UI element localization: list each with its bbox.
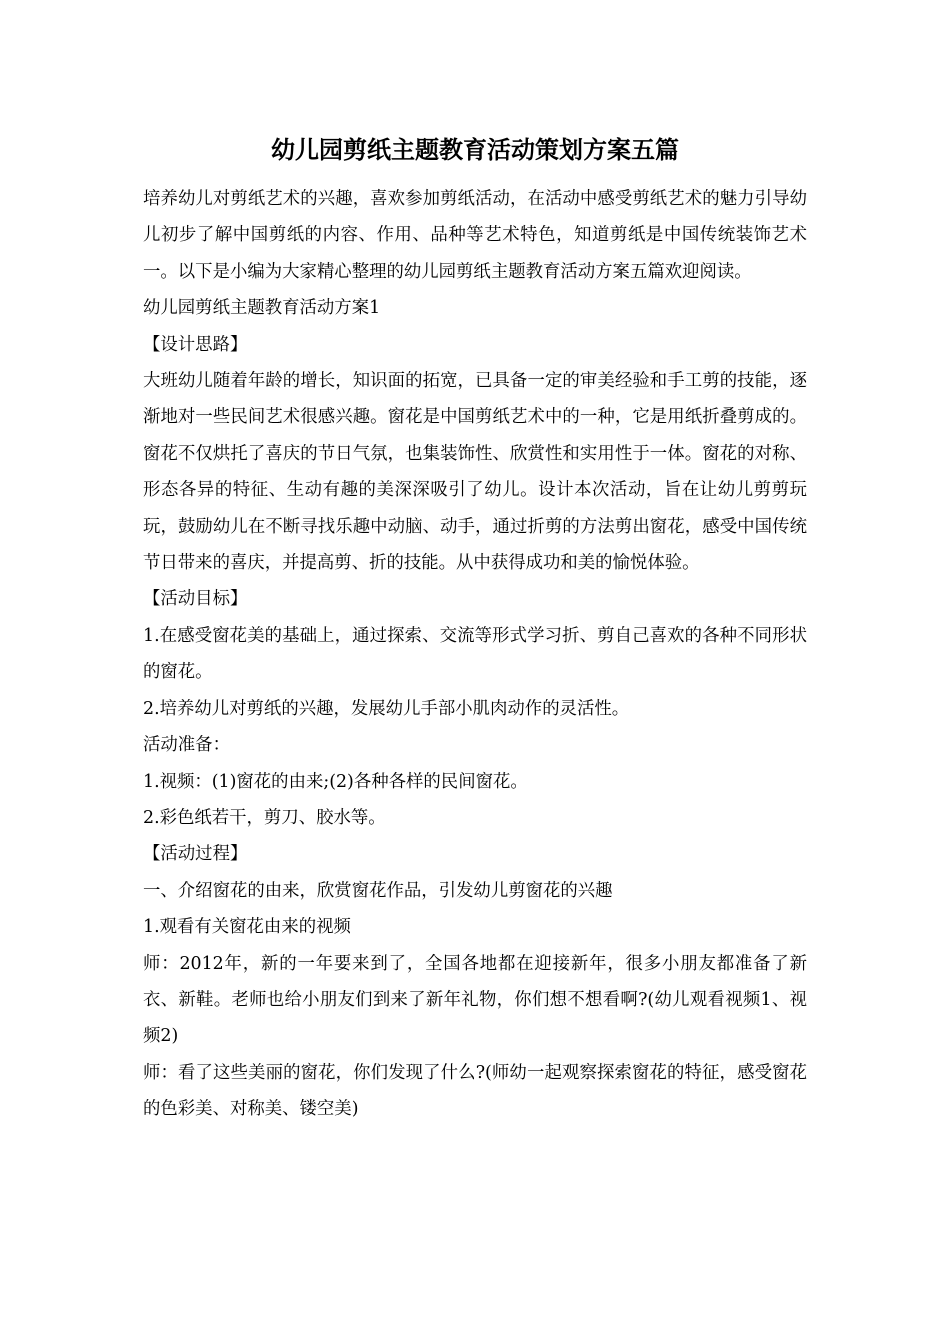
document-title: 幼儿园剪纸主题教育活动策划方案五篇 xyxy=(271,135,679,164)
preparation-item-2: 2.彩色纸若干，剪刀、胶水等。 xyxy=(143,807,386,828)
preparation-item-1: 1.视频：(1)窗花的由来;(2)各种各样的民间窗花。 xyxy=(143,771,528,792)
goal-item-1: 1.在感受窗花美的基础上，通过探索、交流等形式学习折、剪自己喜欢的各种不同形状的窗花。 xyxy=(143,625,807,683)
section-heading-design-idea: 【设计思路】 xyxy=(143,334,248,355)
section-heading-plan-1: 幼儿园剪纸主题教育活动方案1 xyxy=(143,298,381,319)
section-heading-process: 【活动过程】 xyxy=(143,844,248,865)
document-body xyxy=(143,181,807,1128)
goal-item-2: 2.培养幼儿对剪纸的兴趣，发展幼儿手部小肌肉动作的灵活性。 xyxy=(143,698,630,719)
section-heading-goals: 【活动目标】 xyxy=(143,589,248,610)
design-idea-paragraph: 大班幼儿随着年龄的增长，知识面的拓宽，已具备一定的审美经验和手工剪的技能，逐渐地对一些民间艺术很感兴趣。窗花是中国剪纸艺术中的一种，它是用纸折叠剪成的。窗花不仅烘托了喜庆的节日气氛，也集装饰性、欣赏性和实用性于一体。窗花的对称、形态各异的特征、生动有趣的美深深吸引了幼儿。设计本次活动，旨在让幼儿剪剪玩玩，鼓励幼儿在不断寻找乐趣中动脑、动手，通过折剪的方法剪出窗花，感受中国传统节日带来的喜庆，并提高剪、折的技能。从中获得成功和美的愉悦体验。 xyxy=(143,371,807,574)
teacher-dialogue-2: 师：看了这些美丽的窗花，你们发现了什么?(师幼一起观察探索窗花的特征，感受窗花的色彩美、对称美、镂空美) xyxy=(143,1062,807,1120)
intro-paragraph: 培养幼儿对剪纸艺术的兴趣，喜欢参加剪纸活动，在活动中感受剪纸艺术的魅力引导幼儿初步了解中国剪纸的内容、作用、品种等艺术特色，知道剪纸是中国传统装饰艺术一。以下是小编为大家精心整理的幼儿园剪纸主题教育活动方案五篇欢迎阅读。 xyxy=(143,189,807,282)
teacher-dialogue-1: 师：2012年，新的一年要来到了，全国各地都在迎接新年，很多小朋友都准备了新衣、新鞋。老师也给小朋友们到来了新年礼物，你们想不想看啊?(幼儿观看视频1、视频2) xyxy=(143,953,807,1047)
section-heading-preparation: 活动准备： xyxy=(143,735,230,756)
process-step-1: 一、介绍窗花的由来，欣赏窗花作品，引发幼儿剪窗花的兴趣 xyxy=(143,880,613,901)
process-substep-1: 1.观看有关窗花由来的视频 xyxy=(143,917,351,938)
